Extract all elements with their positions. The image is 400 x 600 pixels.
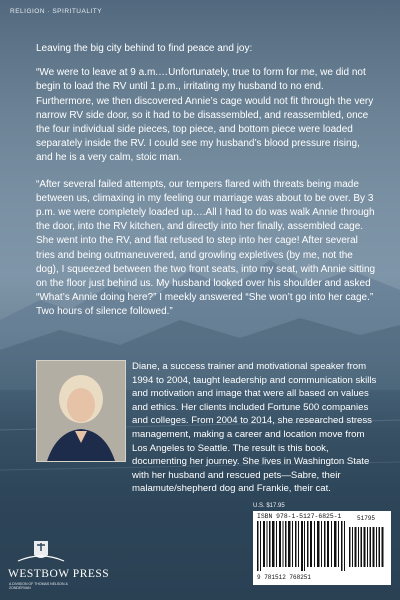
back-cover-text <box>36 42 378 332</box>
excerpt-paragraph-1: “We were to leave at 9 a.m.…Unfortunately, true to form for me, we did not begin to load the RV until 1 p.m., irritating my husband to no end. Furthermore, we then discovered Annie’s cage would not fit through the very narrow RV side door, so it had to be disassembled, and reassembled, once the four individual side pieces, top piece, and bottom piece were loaded separately inside the RV. I could see my husband’s blood pressure rising, and he is a very calm, stoic man. <box>36 67 374 164</box>
publisher-tagline: A DIVISION OF THOMAS NELSON & ZONDERVAN <box>9 582 68 591</box>
lead-line: Leaving the big city behind to find peace and joy: <box>36 43 253 54</box>
isbn-text: ISBN 978-1-5127-6825-1 <box>257 513 342 520</box>
price-code: 51795 <box>357 515 376 522</box>
excerpt-paragraph-2: “After several failed attempts, our tempers flared with threats being made between us, climaxing in my feeling our marriage was about to be over. By 3 p.m. we were completely loaded up….All I had to do was walk Annie through the door, into the RV kitchen, and directly into her finally, assembled cage. She went into the RV, and flat refused to step into her cage! After several tries and being outmaneuvered, and growling expletives (by me, not the dog), I squeezed between the two front seats, into my seat, with Annie sitting on the floor just behind us. My husband looked over his shoulder and asked “What’s Annie doing here?” I meekly answered “She won’t go into her cage.” Two hours of silence followed.” <box>36 178 376 318</box>
category-label: RELIGION · SPIRITUALITY <box>10 8 103 15</box>
isbn-barcode-box <box>253 511 391 585</box>
barcode-number: 9 781512 768251 <box>257 574 312 581</box>
author-photo <box>36 360 126 462</box>
author-bio: Diane, a success trainer and motivational speaker from 1994 to 2004, taught leadership and communication skills and motivation and image that were all based on values and ethics. Her clients included Fortune 500 companies and colleges. From 2004 to 2014, she researched stress management, making a career and location move from Los Angeles to Seattle. The result is this book, documenting her journey. She lives in Washington State with her husband and rescued pets—Sabre, their malamute/shepherd dog and Frankie, their cat. <box>132 361 377 495</box>
publisher-name: WESTBOW PRESS <box>8 568 110 580</box>
price-label: U.S. $17.95 <box>253 503 285 509</box>
barcode-image <box>257 521 387 573</box>
